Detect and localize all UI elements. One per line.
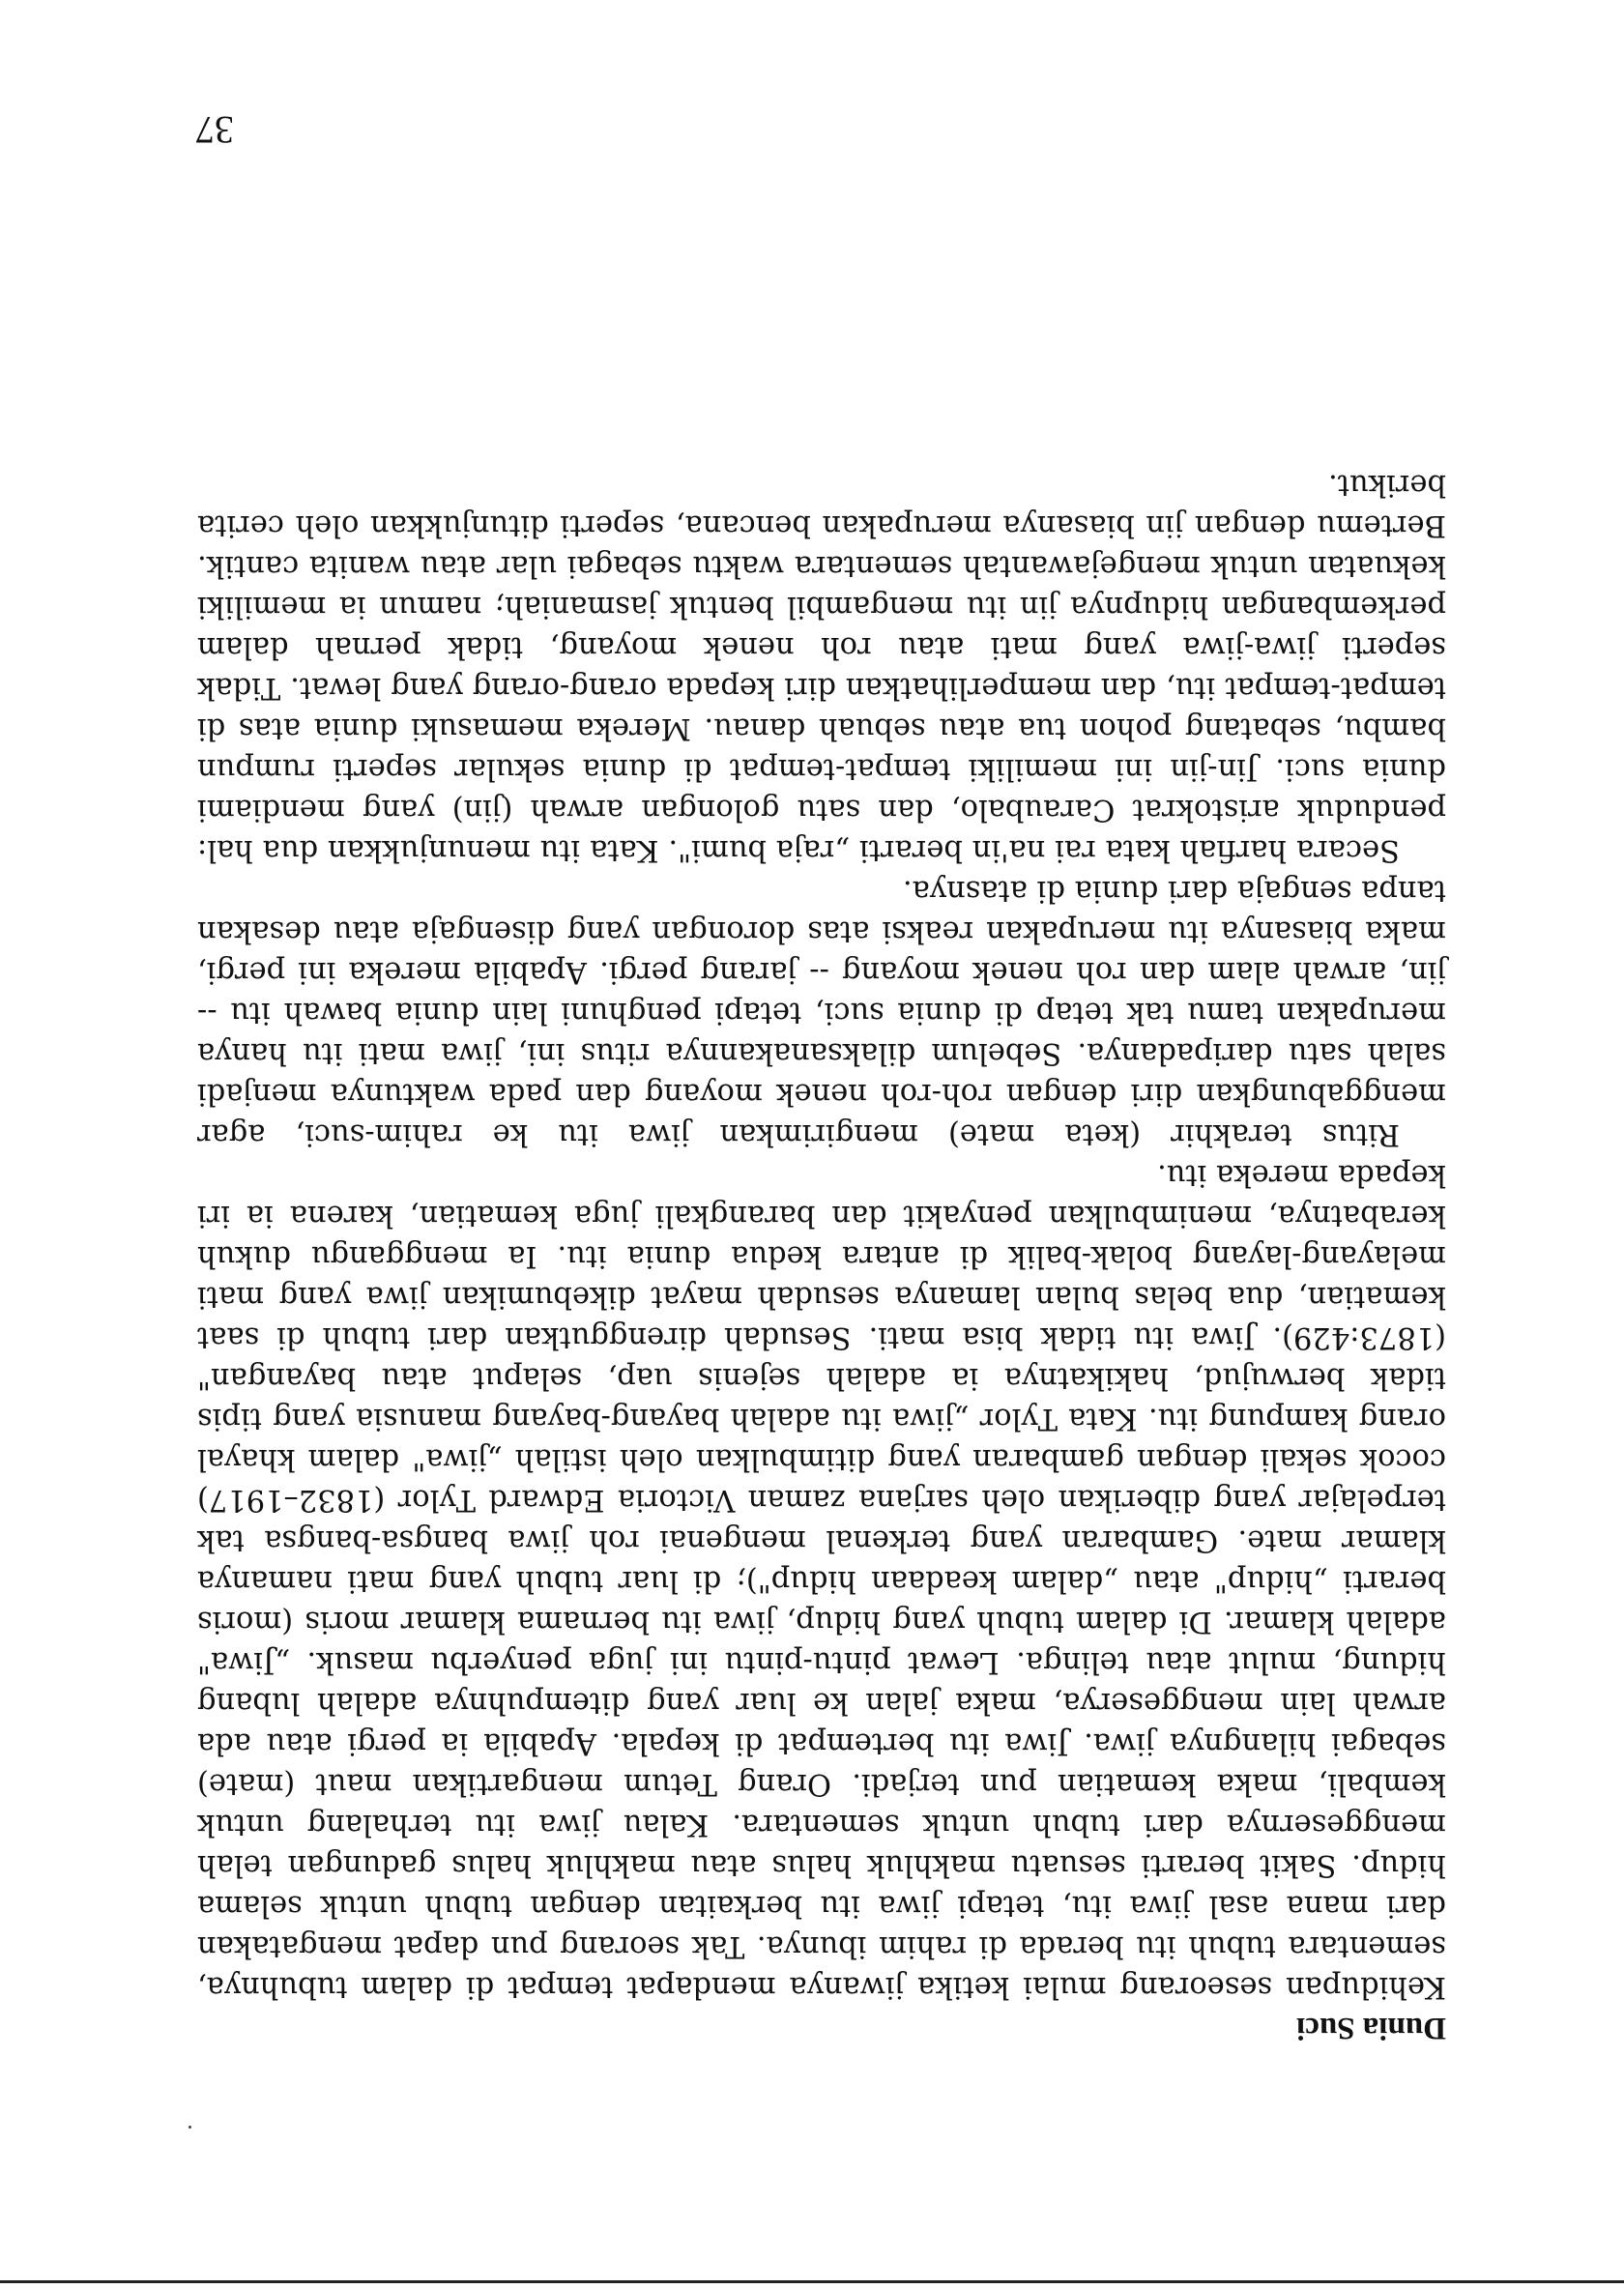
section-title: Dunia Suci bbox=[1296, 2011, 1446, 2045]
scan-speck bbox=[188, 2126, 191, 2129]
page-content bbox=[197, 464, 1446, 2047]
scan-edge-line bbox=[0, 2280, 1624, 2283]
paragraph-1: Kehidupan seseorang mulai ketika jiwanya mendapat tempat di dalam tubuhnya, sementara tubuh itu berada di rahim ibunya. Tak seorang pun dapat mengatakan dari mana asal jiwa itu, tetapi jiwa itu berkaitan dengan tubuh untuk selama hidup. Sakit berarti sesuatu makhluk halus atau makhluk halus gadungan telah menggesernya dari tubuh untuk sementara. Kalau jiwa itu terhalang untuk kembali, maka kematian pun terjadi. Orang Tetum mengartikan maut (mate) sebagai hilangnya jiwa. Jiwa itu bertempat di kepala. Apabila ia pergi atau ada arwah lain menggeserya, maka jalan ke luar yang ditempuhnya adalah lubang hidung, mulut atau telinga. Lewat pintu-pintu ini juga penyerbu masuk. „Jiwa" adalah klamar. Di dalam tubuh yang hidup, jiwa itu bernama klamar moris (moris berarti „hidup" atau „dalam keadaan hidup"); di luar tubuh yang mati namanya klamar mate. Gambaran yang terkenal mengenai roh jiwa bangsa-bangsa tak terpelajar yang diberikan oleh sarjana zaman Victoria Edward Tylor (1832–1917) cocok sekali dengan gambaran yang ditimbulkan oleh istilah „jiwa" dalam khayal orang kampung itu. Kata Tylor „jiwa itu adalah bayang-bayang manusia yang tipis tidak berwujud, hakikatnya ia adalah sejenis uap, selaput atau bayangan" (1873:429). Jiwa itu tidak bisa mati. Sesudah direnggutkan dari tubuh di saat kematian, dua belas bulan lamanya sesudah mayat dikebumikan jiwa yang mati melayang-layang bolak-balik di antara kedua dunia itu. Ia menggangu dukuh kerabatnya, menimbulkan penyakit dan barangkali juga kematian, karena ia iri kepada mereka itu. bbox=[197, 1158, 1446, 2004]
paragraph-2: Ritus terakhir (keta mate) mengirimkan jiwa itu ke rahim-suci, agar menggabungkan diri dengan roh-roh nenek moyang dan pada waktunya menjadi salah satu daripadanya. Sebelum dilaksanakannya ritus ini, jiwa mati itu hanya merupakan tamu tak tetap di dunia suci, tetapi penghuni lain dunia bawah itu -- jin, arwah alam dan roh nenek moyang -- jarang pergi. Apabila mereka ini pergi, maka biasanya itu merupakan reaksi atas dorongan yang disengaja atau desakan tanpa sengaja dari dunia di atasnya. bbox=[197, 874, 1446, 1151]
paragraph-3: Secara harfiah kata rai na'in berarti „raja bumi". Kata itu menunjukkan dua hal: penduduk aristokrat Caraubalo, dan satu golongan arwah (jin) yang mendiami dunia suci. Jin-jin ini memiliki tempat-tempat di dunia sekular seperti rumpun bambu, sebatang pohon tua atau sebuah danau. Mereka memasuki dunia atas di tempat-tempat itu, dan memperlihatkan diri kepada orang-orang yang lewat. Tidak seperti jiwa-jiwa yang mati atau roh nenek moyang, tidak pernah dalam perkembangan hidupnya jin itu mengambil bentuk jasmaniah; namun ia memiliki kekuatan untuk mengejawantah sementara waktu sebagai ular atau wanita cantik. Bertemu dengan jin biasanya merupakan bencana, seperti ditunjukkan oleh cerita berikut. bbox=[197, 468, 1446, 867]
page-number: 37 bbox=[195, 108, 234, 152]
